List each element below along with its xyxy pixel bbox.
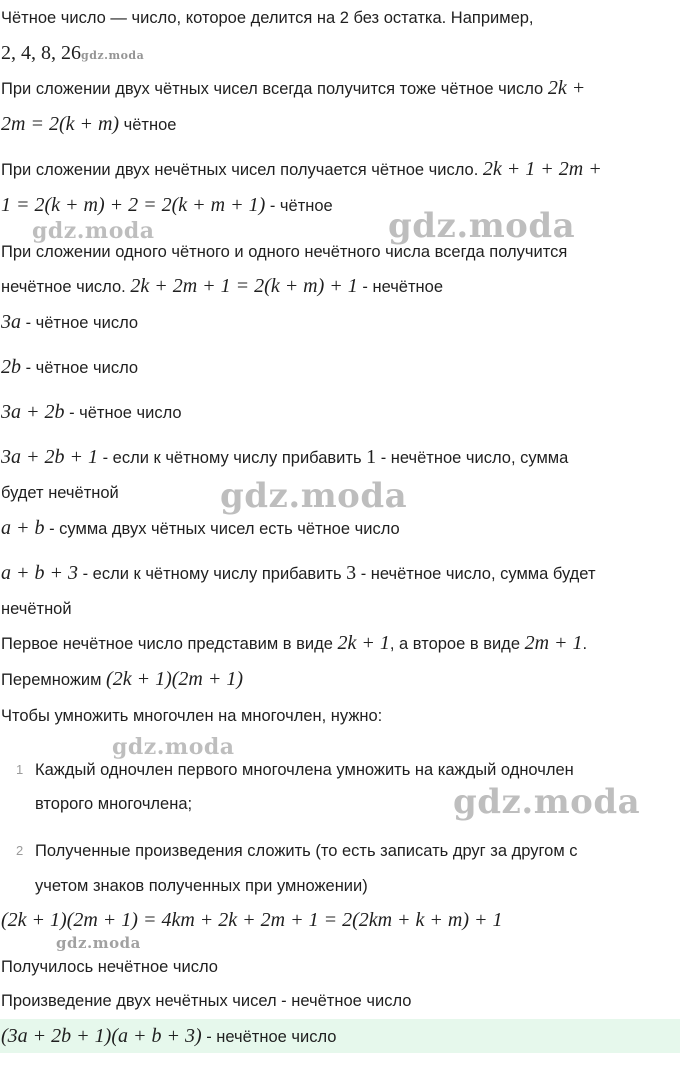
text: - чётное число	[21, 314, 139, 332]
math-expression: 3a + 2b	[1, 401, 65, 423]
equation-line	[1, 908, 503, 933]
math-expression: 2k +	[547, 77, 586, 99]
text: - нечётное число	[201, 1028, 337, 1046]
text-line: Произведение двух нечётных чисел - нечётное число	[1, 992, 412, 1010]
text: - чётное число	[64, 404, 182, 422]
watermark: gdz.moda	[388, 206, 576, 246]
text: , а второе в виде	[389, 635, 525, 653]
watermark: gdz.moda	[453, 782, 641, 822]
list-number: 1	[16, 762, 24, 777]
text: - нечётное число, сумма	[376, 449, 569, 467]
text-line	[1, 112, 176, 137]
text-line	[1, 76, 585, 101]
list-item: Полученные произведения сложить (то есть записать друг за другом с	[35, 842, 578, 860]
text: чётное	[119, 116, 177, 134]
text: - если к чётному числу прибавить	[78, 565, 347, 583]
watermark-inline: gdz.moda	[81, 49, 145, 62]
math-expression: 2b	[1, 356, 21, 378]
text: - чётное число	[21, 359, 139, 377]
text-line: Чётное число — число, которое делится на 2 без остатка. Например,	[1, 9, 534, 27]
text: - если к чётному числу прибавить	[98, 449, 367, 467]
list-item: Каждый одночлен первого многочлена умножить на каждый одночлен	[35, 761, 574, 779]
math-expression: 3a	[1, 311, 21, 333]
text-line	[1, 400, 182, 425]
list-number: 2	[16, 843, 24, 858]
text-line	[1, 157, 602, 182]
text-line: нечётной	[1, 600, 72, 618]
text-line	[1, 516, 400, 541]
math-expression: 2k + 1	[337, 632, 390, 654]
text-line	[1, 667, 243, 692]
text-line: будет нечётной	[1, 484, 119, 502]
math-expression: 3a + 2b + 1	[1, 446, 98, 468]
text: - нечётное	[357, 278, 443, 296]
math-expression: 1 = 2(k + m) + 2 = 2(k + m + 1)	[1, 194, 266, 216]
text: Перемножим	[1, 671, 107, 689]
watermark: gdz.moda	[112, 734, 235, 760]
text-line	[1, 310, 138, 335]
math-expression: 2k + 1 + 2m +	[482, 158, 602, 180]
text-line: Чтобы умножить многочлен на многочлен, нужно:	[1, 707, 383, 725]
text: При сложении двух нечётных чисел получается чётное число.	[1, 161, 483, 179]
text-line: При сложении одного чётного и одного нечётного числа всегда получится	[1, 243, 568, 261]
example-numbers	[1, 41, 144, 68]
text: .	[582, 635, 588, 653]
text-line	[1, 631, 587, 656]
math-expression: 2, 4, 8, 26	[1, 42, 81, 64]
watermark: gdz.moda	[32, 218, 155, 244]
text-line	[1, 445, 568, 470]
watermark: gdz.moda	[220, 476, 408, 516]
math-expression: 2m = 2(k + m)	[1, 113, 120, 135]
list-item-continuation: второго многочлена;	[35, 795, 193, 813]
text-line	[1, 355, 138, 380]
text: - чётное	[265, 197, 333, 215]
math-expression: 1	[366, 446, 377, 468]
math-expression: (2k + 1)(2m + 1)	[106, 668, 243, 690]
math-expression: (3a + 2b + 1)(a + b + 3)	[1, 1025, 202, 1047]
math-expression: a + b + 3	[1, 562, 78, 584]
text: Первое нечётное число представим в виде	[1, 635, 338, 653]
math-expression: a + b	[1, 517, 45, 539]
text-line: Получилось нечётное число	[1, 958, 218, 976]
math-expression: (2k + 1)(2m + 1) = 4km + 2k + 2m + 1 = 2(2km + k + m) + 1	[1, 909, 503, 931]
math-expression: 2k + 2m + 1 = 2(k + m) + 1	[130, 275, 358, 297]
math-expression: 3	[346, 562, 357, 584]
text: - нечётное число, сумма будет	[356, 565, 596, 583]
math-expression: 2m + 1	[524, 632, 583, 654]
text: - сумма двух чётных чисел есть чётное число	[44, 520, 400, 538]
list-item-continuation: учетом знаков полученных при умножении)	[35, 877, 368, 895]
watermark: gdz.moda	[56, 934, 141, 952]
text: нечётное число.	[1, 278, 131, 296]
text-line	[1, 561, 596, 586]
answer-line	[1, 1024, 336, 1049]
text: При сложении двух чётных чисел всегда получится тоже чётное число	[1, 80, 548, 98]
text-line	[1, 274, 443, 299]
text-line	[1, 193, 333, 218]
